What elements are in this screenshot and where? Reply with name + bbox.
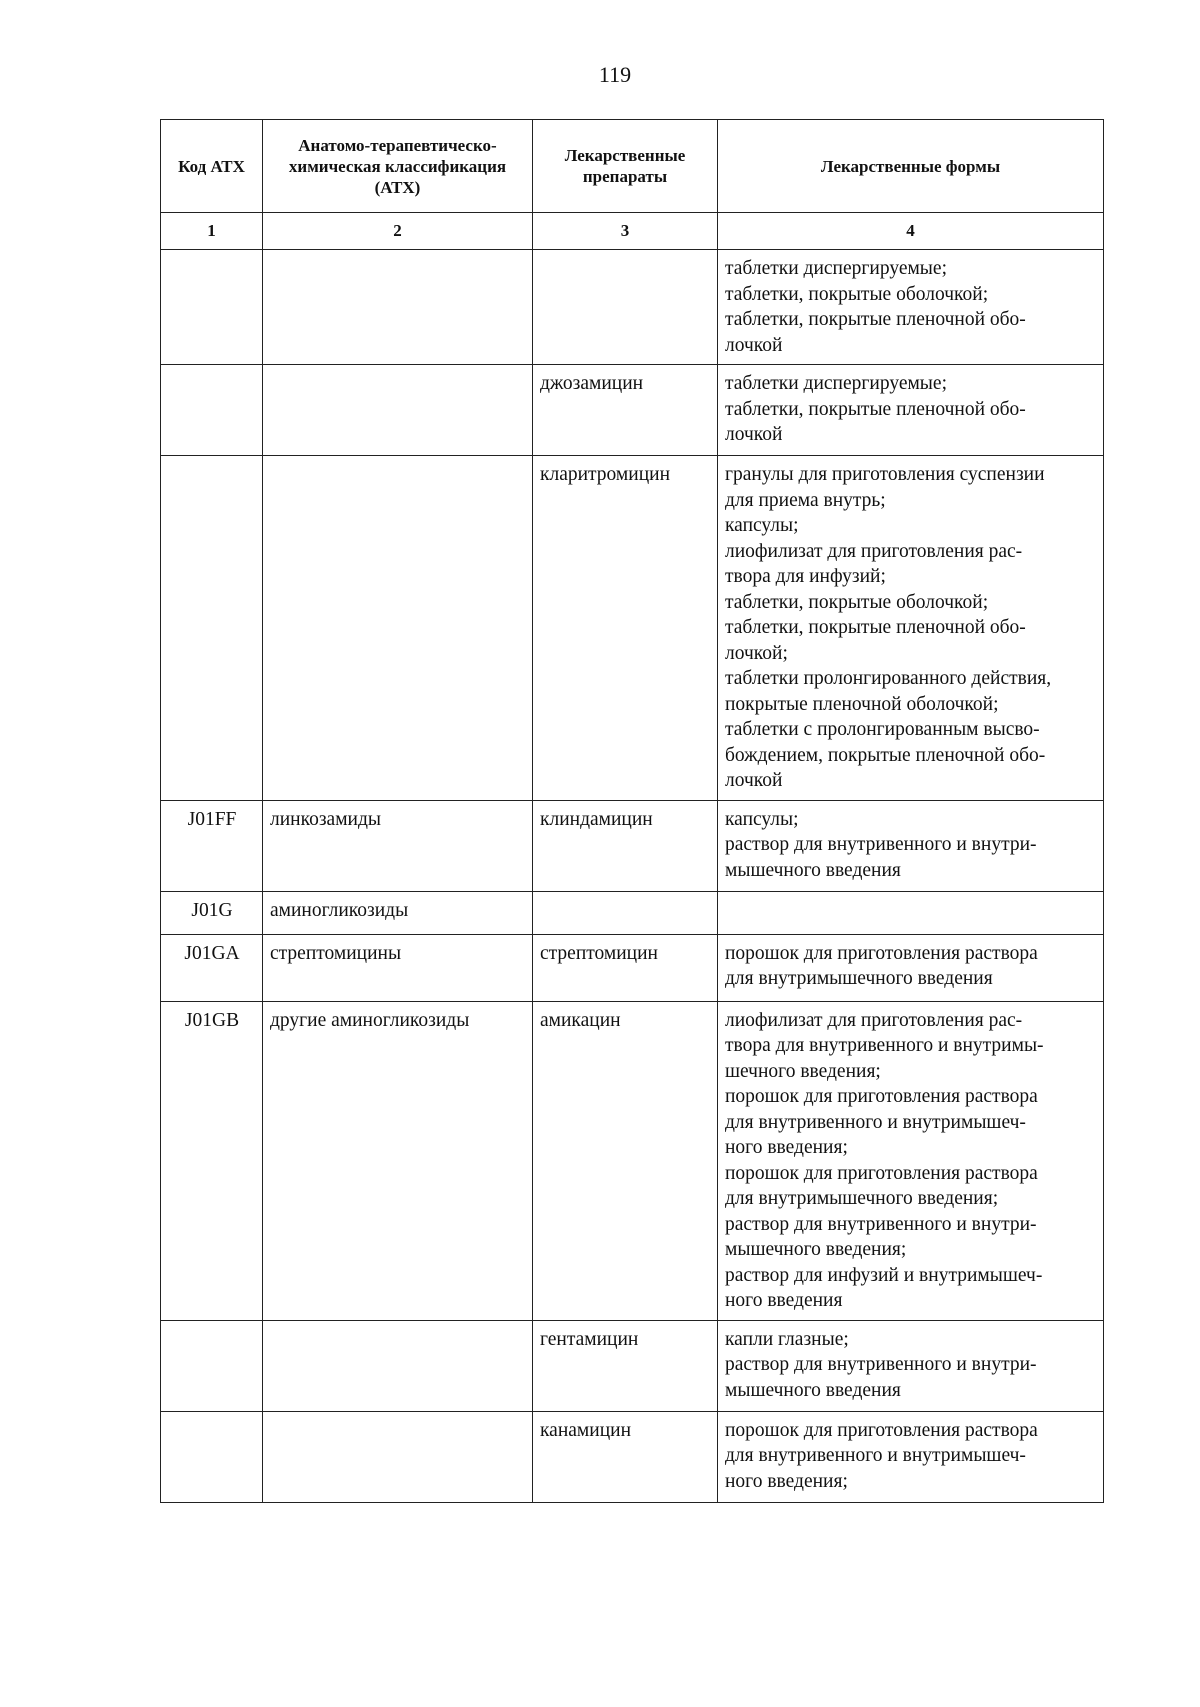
dosage-form-line: таблетки, покрытые оболочкой; — [725, 283, 989, 305]
dosage-form-line: ного введения — [725, 1290, 843, 1311]
header-atx-classification: Анатомо-терапевтическо-химическая классификация (АТХ) — [263, 120, 533, 213]
dosage-form-line: порошок для приготовления раствора — [725, 1162, 1038, 1184]
dosage-form-line: лочкой; — [725, 642, 788, 664]
dosage-forms-cell — [718, 1320, 1104, 1411]
dosage-form-line: раствор для внутривенного и внутри- — [725, 1213, 1037, 1235]
atx-code-cell: J01GA — [161, 934, 263, 1001]
dosage-form-line: лочкой — [725, 424, 783, 445]
header-atx-code: Код АТХ — [161, 120, 263, 213]
drug-name-cell: гентамицин — [533, 1320, 718, 1411]
dosage-form-line: таблетки с пролонгированным высво- — [725, 719, 1040, 740]
atx-code-cell — [161, 1320, 263, 1411]
dosage-forms-cell — [718, 800, 1104, 891]
dosage-form-line: лочкой — [725, 770, 783, 791]
dosage-forms-cell — [718, 934, 1104, 1001]
atx-classification-cell — [263, 365, 533, 456]
dosage-forms-cell — [718, 891, 1104, 934]
dosage-forms-cell — [718, 456, 1104, 801]
table-row — [161, 456, 1104, 801]
dosage-form-line: мышечного введения — [725, 1379, 901, 1401]
dosage-form-line: порошок для приготовления раствора — [725, 1419, 1038, 1441]
column-number: 3 — [533, 213, 718, 250]
atx-classification-cell — [263, 250, 533, 365]
dosage-form-line: таблетки, покрытые пленочной обо- — [725, 617, 1026, 638]
dosage-form-line: капсулы; — [725, 808, 799, 830]
table-row — [161, 365, 1104, 456]
atx-classification-cell: линкозамиды — [263, 800, 533, 891]
drug-name-cell — [533, 250, 718, 365]
drug-name-cell: амикацин — [533, 1001, 718, 1320]
table-row — [161, 1320, 1104, 1411]
drug-name-cell — [533, 891, 718, 934]
dosage-form-line: таблетки, покрытые пленочной обо- — [725, 309, 1026, 330]
dosage-form-line: капли глазные; — [725, 1328, 849, 1350]
dosage-form-line: мышечного введения; — [725, 1239, 907, 1260]
dosage-form-line: лочкой — [725, 334, 783, 356]
table-row — [161, 891, 1104, 934]
dosage-form-line: ного введения; — [725, 1137, 848, 1158]
atx-classification-cell: другие аминогликозиды — [263, 1001, 533, 1320]
dosage-forms-cell — [718, 1411, 1104, 1502]
atx-code-cell — [161, 365, 263, 456]
atx-code-cell — [161, 456, 263, 801]
dosage-form-line: раствор для внутривенного и внутри- — [725, 1354, 1037, 1375]
dosage-form-line: для внутримышечного введения; — [725, 1188, 999, 1209]
atx-classification-cell — [263, 1320, 533, 1411]
column-number-row — [161, 213, 1104, 250]
atx-classification-cell: аминогликозиды — [263, 891, 533, 934]
atx-code-cell — [161, 250, 263, 365]
dosage-form-line: таблетки, покрытые пленочной обо- — [725, 398, 1026, 420]
dosage-form-line: таблетки диспергируемые; — [725, 373, 947, 394]
dosage-form-line: капсулы; — [725, 515, 799, 536]
table-row — [161, 1411, 1104, 1502]
dosage-forms-cell — [718, 365, 1104, 456]
atx-code-cell: J01G — [161, 891, 263, 934]
atx-classification-cell — [263, 1411, 533, 1502]
atx-classification-cell — [263, 456, 533, 801]
table-row — [161, 1001, 1104, 1320]
atx-drug-table — [160, 119, 1104, 1503]
dosage-form-line: лиофилизат для приготовления рас- — [725, 1009, 1023, 1031]
atx-code-cell: J01FF — [161, 800, 263, 891]
table-header-row — [161, 120, 1104, 213]
dosage-form-line: таблетки, покрытые оболочкой; — [725, 591, 989, 613]
dosage-form-line: твора для внутривенного и внутримы- — [725, 1035, 1044, 1056]
page-number: 119 — [598, 62, 632, 87]
atx-classification-cell: стрептомицины — [263, 934, 533, 1001]
dosage-form-line: бождением, покрытые пленочной обо- — [725, 744, 1046, 766]
dosage-form-line: лиофилизат для приготовления рас- — [725, 540, 1023, 562]
drug-name-cell: стрептомицин — [533, 934, 718, 1001]
drug-name-cell: кларитромицин — [533, 456, 718, 801]
dosage-form-line: для приема внутрь; — [725, 489, 886, 511]
atx-code-cell — [161, 1411, 263, 1502]
dosage-forms-cell — [718, 250, 1104, 365]
drug-name-cell: канамицин — [533, 1411, 718, 1502]
dosage-form-line: покрытые пленочной оболочкой; — [725, 693, 999, 715]
dosage-form-line: твора для инфузий; — [725, 566, 886, 587]
table-row — [161, 800, 1104, 891]
dosage-form-line: порошок для приготовления раствора — [725, 1086, 1038, 1107]
dosage-form-line: ного введения; — [725, 1470, 848, 1492]
atx-code-cell: J01GB — [161, 1001, 263, 1320]
dosage-form-line: гранулы для приготовления суспензии — [725, 464, 1045, 485]
dosage-form-line: шечного введения; — [725, 1060, 881, 1082]
dosage-form-line: порошок для приготовления раствора — [725, 942, 1038, 964]
table-body — [161, 250, 1104, 1503]
dosage-forms-cell — [718, 1001, 1104, 1320]
drug-name-cell: джозамицин — [533, 365, 718, 456]
table-row — [161, 934, 1104, 1001]
dosage-form-line: таблетки диспергируемые; — [725, 258, 947, 279]
dosage-form-line: мышечного введения — [725, 859, 901, 881]
dosage-form-line: таблетки пролонгированного действия, — [725, 668, 1052, 689]
drug-name-cell: клиндамицин — [533, 800, 718, 891]
dosage-form-line: раствор для инфузий и внутримышеч- — [725, 1264, 1043, 1286]
column-number: 4 — [718, 213, 1104, 250]
dosage-form-line: для внутривенного и внутримышеч- — [725, 1111, 1026, 1133]
table-row — [161, 250, 1104, 365]
header-drugs: Лекарственные препараты — [533, 120, 718, 213]
dosage-form-line: для внутримышечного введения — [725, 968, 993, 989]
column-number: 2 — [263, 213, 533, 250]
header-dosage-forms: Лекарственные формы — [718, 120, 1104, 213]
dosage-form-line: раствор для внутривенного и внутри- — [725, 834, 1037, 855]
dosage-form-line: для внутривенного и внутримышеч- — [725, 1445, 1026, 1466]
column-number: 1 — [161, 213, 263, 250]
